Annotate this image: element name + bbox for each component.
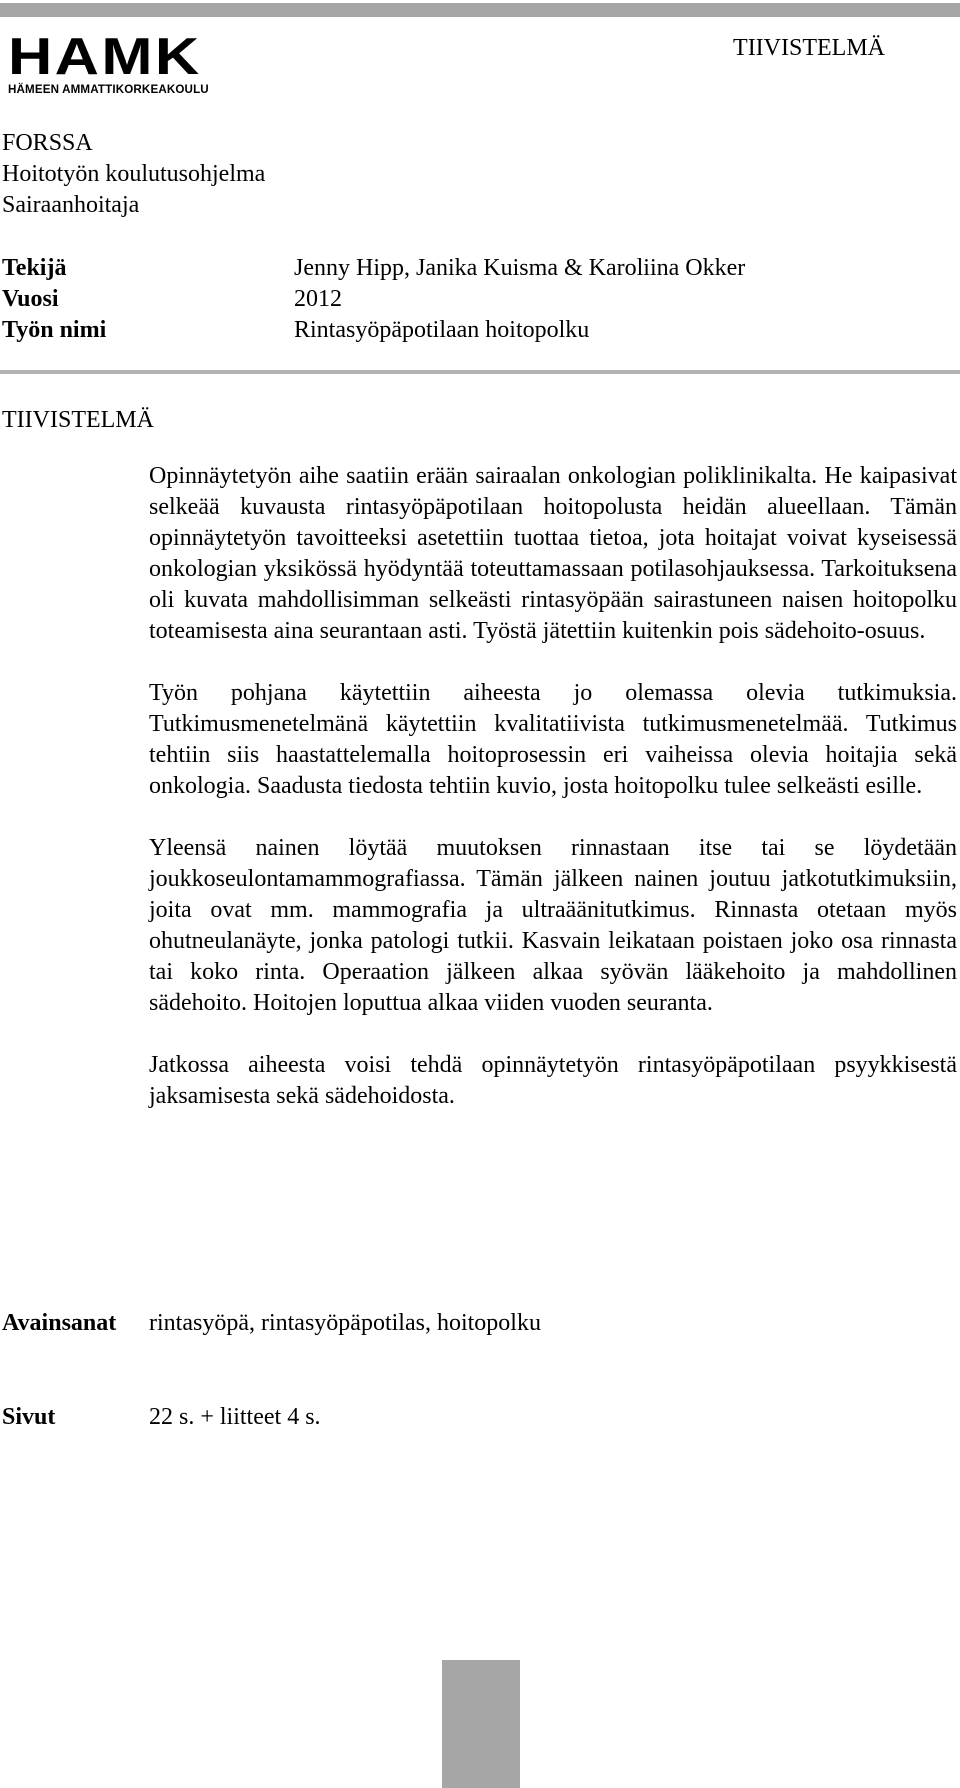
divider: [0, 370, 960, 374]
year-value: 2012: [294, 286, 342, 312]
author-value: Jenny Hipp, Janika Kuisma & Karoliina Okker: [294, 255, 746, 281]
logo-wordmark: HAMK: [8, 28, 202, 86]
abstract-paragraph: Työn pohjana käytettiin aiheesta jo olemassa olevia tutkimuksia. Tutkimusmenetelmänä käytettiin kvalitatiivista tutkimusmenetelmää. Tutkimus tehtiin siis haastattelemalla hoitoprosessin eri vaiheissa olevia hoitajia sekä onkologia. Saadusta tiedosta tehtiin kuvio, josta hoitopolku tulee selkeästi esille.: [149, 680, 957, 799]
hamk-logo: [8, 28, 243, 96]
organization-block: [2, 128, 265, 221]
abstract-title: TIIVISTELMÄ: [2, 407, 154, 433]
specialization: Sairaanhoitaja: [2, 192, 140, 218]
title-value: Rintasyöpäpotilaan hoitopolku: [294, 317, 590, 343]
year-row: [2, 284, 745, 315]
year-label: Vuosi: [2, 286, 59, 312]
title-row: [2, 315, 745, 346]
pages-row: [2, 1404, 321, 1431]
page-number-tab: [442, 1660, 520, 1788]
pages-label: Sivut: [2, 1404, 56, 1430]
author-row: [2, 253, 745, 284]
abstract-paragraph: Yleensä nainen löytää muutoksen rinnastaan itse tai se löydetään joukkoseulontamammografiassa. Tämän jälkeen nainen joutuu jatkotutkimuksiin, joita ovat mm. mammografia ja ultraäänitutkimus. Rinnasta otetaan myös ohutneulanäyte, jonka patologi tutkii. Kasvain leikataan poistaen joko osa rinnasta tai koko rinta. Operaation jälkeen alkaa syövän lääkehoito ja mahdollinen sädehoito. Hoitojen loputtua alkaa viiden vuoden seuranta.: [149, 835, 957, 1016]
abstract-paragraph: Opinnäytetyön aihe saatiin erään sairaalan onkologian poliklinikalta. He kaipasivat selkeää kuvausta rintasyöpäpotilaan hoitopolusta heidän alueellaan. Tämän opinnäytetyön tavoitteeksi asetettiin tuottaa tietoa, jota hoitajat voivat kyseisessä onkologian yksikössä hyödyntää toteuttamassaan potilasohjauksessa. Tarkoituksena oli kuvata mahdollisimman selkeästi rintasyöpään sairastuneen naisen hoitopolku toteamisesta aina seurantaan asti. Työstä jätettiin kuitenkin pois sädehoito-osuus.: [149, 463, 957, 644]
abstract-body: [149, 461, 957, 1143]
top-bar: [0, 3, 960, 17]
pages-value: 22 s. + liitteet 4 s.: [149, 1404, 321, 1430]
logo-subtitle: HÄMEEN AMMATTIKORKEAKOULU: [8, 83, 209, 96]
author-label: Tekijä: [2, 255, 67, 281]
thesis-meta: [2, 253, 745, 346]
keywords-value: rintasyöpä, rintasyöpäpotilas, hoitopolku: [149, 1310, 541, 1336]
degree-programme: Hoitotyön koulutusohjelma: [2, 161, 266, 187]
keywords-row: [2, 1310, 541, 1337]
title-label: Työn nimi: [2, 317, 107, 343]
keywords-label: Avainsanat: [2, 1310, 117, 1336]
abstract-paragraph: Jatkossa aiheesta voisi tehdä opinnäytetyön rintasyöpäpotilaan psyykkisestä jaksamisesta sekä sädehoidosta.: [149, 1052, 957, 1109]
header-title: TIIVISTELMÄ: [733, 35, 885, 61]
campus: FORSSA: [2, 130, 93, 156]
